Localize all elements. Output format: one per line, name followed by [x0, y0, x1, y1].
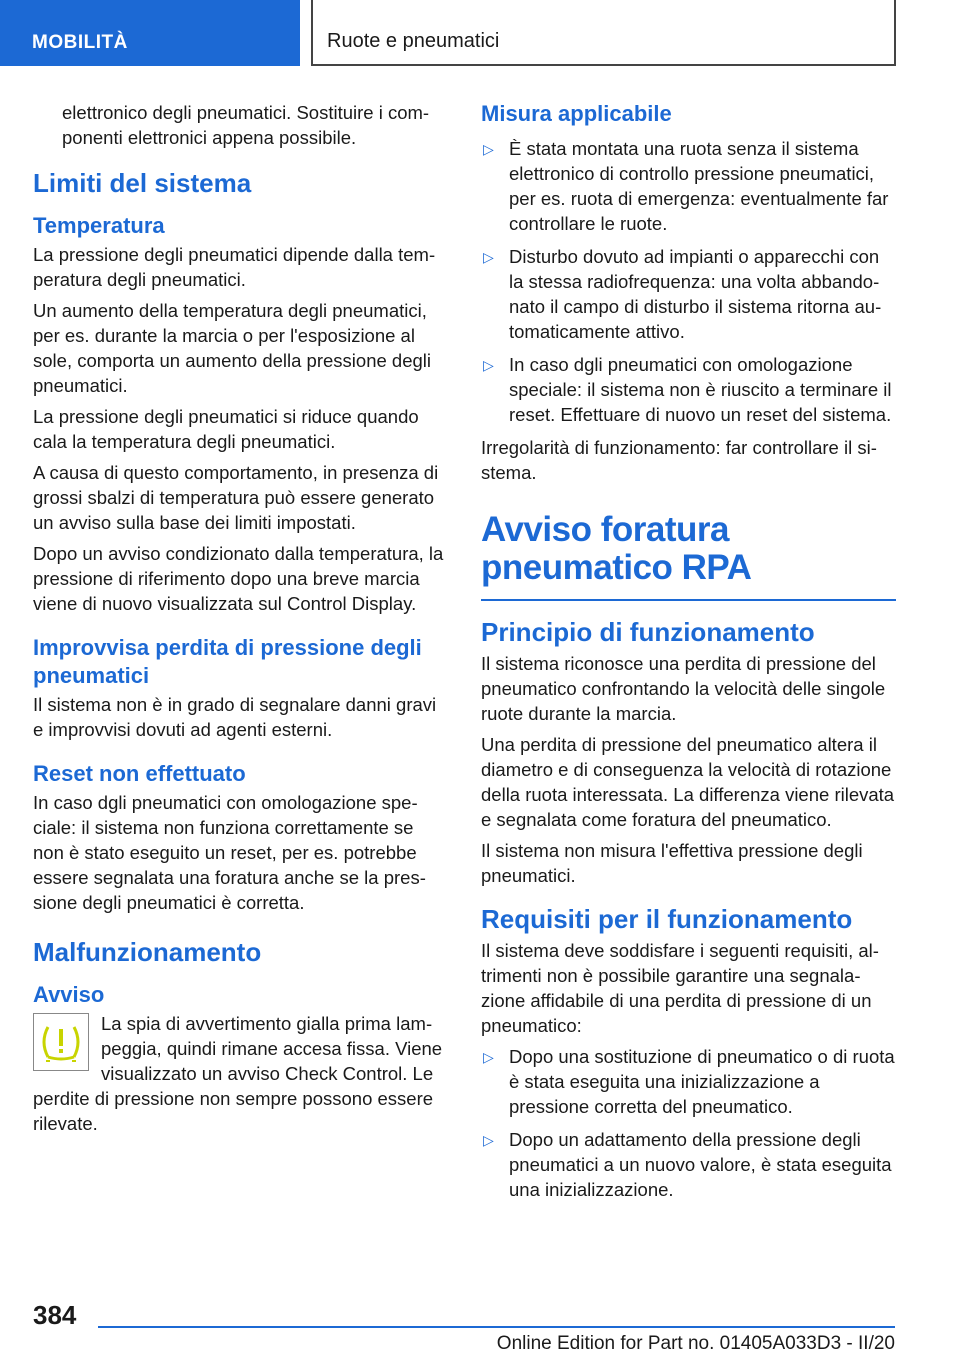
list-item: ▷ Dopo una sostituzione di pneumatico o di ruota è stata eseguita una inizializzazione a pressione corretta del pneumatico.: [483, 1046, 895, 1117]
paragraph: Il sistema riconosce una perdita di pressione del pneumatico confrontando la velocità delle singole ruote durante la marcia.: [481, 653, 886, 724]
triangle-bullet-icon: ▷: [483, 1132, 494, 1148]
heading-avviso-foratura-rpa: Avviso foratura pneumatico RPA: [481, 510, 752, 587]
triangle-bullet-icon: ▷: [483, 249, 494, 265]
page-header: [0, 0, 960, 66]
list-item: ▷ In caso dgli pneumatici con omologazione speciale: il sistema non è riuscito a terminare il reset. Effettuare di nuovo un reset del sistema.: [483, 354, 892, 425]
list-item: ▷ È stata montata una ruota senza il sistema elettronico di controllo pressione pneumatici, per es. ruota di emergenza: eventualmente far controllare le ruote.: [483, 138, 889, 234]
heading-malfunzionamento: Malfunzionamento: [33, 937, 262, 967]
list-item: ▷ Dopo un adattamento della pressione degli pneumatici a un nuovo valore, è stata eseguita una inizializzazione.: [483, 1129, 892, 1200]
paragraph: Un aumento della temperatura degli pneumatici, per es. durante la marcia o per l'esposizione al sole, comporta un aumento della pressione degli pneumatici.: [33, 300, 431, 396]
heading-avviso: Avviso: [33, 982, 105, 1007]
footer-edition: Online Edition for Part no. 01405A033D3 - II/20: [496, 1333, 895, 1354]
misura-list: [481, 136, 896, 427]
chapter-tab: Ruote e pneumatici: [311, 0, 896, 66]
paragraph: La pressione degli pneumatici dipende dalla temperatura degli pneumatici.: [33, 244, 436, 290]
section-tab: MOBILITÀ: [0, 0, 300, 66]
heading-reset-non-effettuato: Reset non effettuato: [33, 761, 246, 786]
paragraph: La spia di avvertimento gialla prima lampeggia, quindi rimane accesa fissa. Viene visualizzato un avviso Check Control. Le perdite di pressione non sempre possono essere rilevate.: [33, 1013, 443, 1134]
requisiti-list: [481, 1044, 896, 1202]
paragraph: Il sistema non è in grado di segnalare danni gravi e improvvisi dovuti ad agenti esterni.: [33, 694, 437, 740]
heading-rule: [481, 599, 896, 601]
intro-paragraph: elettronico degli pneumatici. Sostituire i componenti elettronici appena possibile.: [62, 102, 430, 148]
page-number: 384: [33, 1300, 77, 1330]
heading-principio-funzionamento: Principio di funzionamento: [481, 617, 815, 647]
triangle-bullet-icon: ▷: [483, 357, 494, 373]
heading-temperatura: Temperatura: [33, 213, 165, 238]
tire-pressure-warning-icon: [33, 1013, 89, 1071]
triangle-bullet-icon: ▷: [483, 141, 494, 157]
paragraph: In caso dgli pneumatici con omologazione speciale: il sistema non funziona correttamente se non è stato eseguito un reset, per es. potrebbe essere segnalata una foratura anche se la pressione degli pneumatici è corretta.: [33, 792, 426, 913]
warning-block: [33, 1011, 448, 1136]
triangle-bullet-icon: ▷: [483, 1049, 494, 1065]
list-item: ▷ Disturbo dovuto ad impianti o apparecchi con la stessa radiofrequenza: una volta abbandonato il campo di disturbo il sistema ritorna automaticamente attivo.: [483, 246, 882, 342]
heading-requisiti-funzionamento: Requisiti per il funzionamento: [481, 904, 853, 934]
paragraph: Una perdita di pressione del pneumatico altera il diametro e di conseguenza la velocità di rotazione della ruota interessata. La differenza viene rilevata e segnalata come foratura del pneumatico.: [481, 734, 895, 830]
heading-limiti-sistema: Limiti del sistema: [33, 168, 252, 198]
left-column: [33, 100, 448, 1142]
paragraph: A causa di questo comportamento, in presenza di grossi sbalzi di temperatura può essere generato un avviso sulla base dei limiti impostati.: [33, 462, 439, 533]
footer-rule: [98, 1326, 895, 1328]
heading-misura-applicabile: Misura applicabile: [481, 101, 672, 126]
paragraph: La pressione degli pneumatici si riduce quando cala la temperatura degli pneumatici.: [33, 406, 419, 452]
paragraph: Irregolarità di funzionamento: far controllare il sistema.: [481, 437, 877, 483]
paragraph: Dopo un avviso condizionato dalla temperatura, la pressione di riferimento dopo una breve marcia viene di nuovo visualizzata sul Control Display.: [33, 543, 444, 614]
right-column: [481, 100, 896, 1210]
paragraph: Il sistema non misura l'effettiva pressione degli pneumatici.: [481, 840, 863, 886]
paragraph: Il sistema deve soddisfare i seguenti requisiti, altrimenti non è possibile garantire una segnalazione affidabile di una perdita di pressione di un pneumatico:: [481, 940, 879, 1036]
heading-improvvisa-perdita: Improvvisa perdita di pressione degli pneumatici: [33, 635, 422, 688]
